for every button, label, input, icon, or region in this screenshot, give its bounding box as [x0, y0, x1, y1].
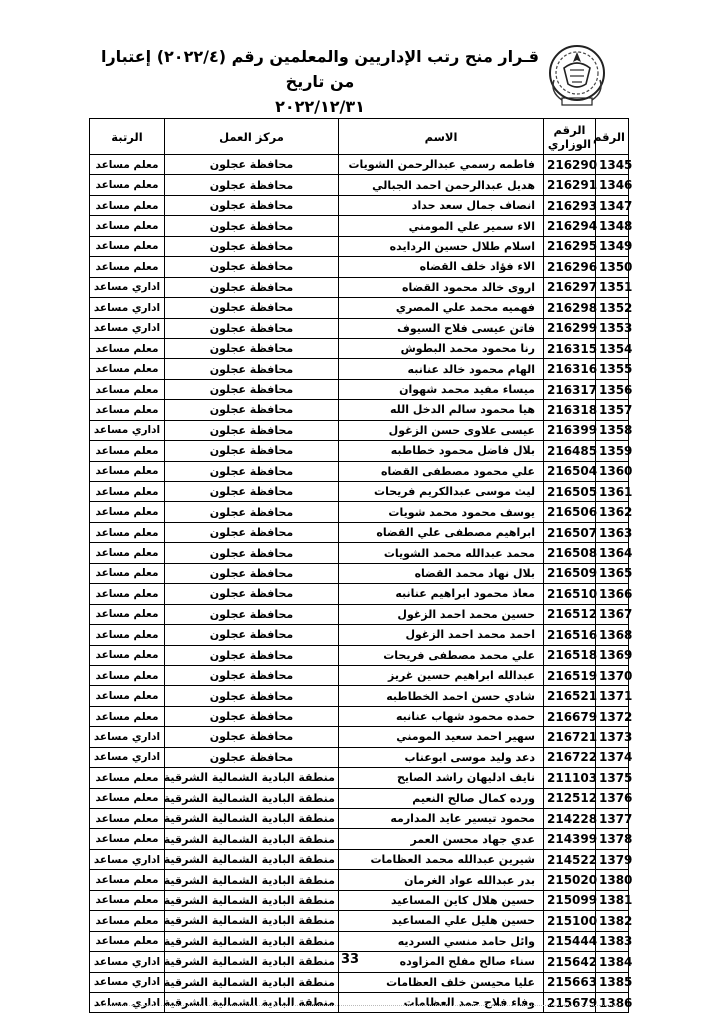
cell-ministry-no: 216510 [544, 584, 596, 604]
cell-name: رنا محمود محمد البطوش [339, 338, 544, 358]
cell-seq: 1381 [596, 890, 629, 910]
cell-workplace: محافظة عجلون [165, 298, 339, 318]
column-header-ministry-no: الرقم الوزاري [544, 119, 596, 155]
table-row [90, 298, 629, 318]
cell-ministry-no: 216722 [544, 747, 596, 767]
table-row [90, 768, 629, 788]
cell-rank: معلم مساعد [90, 216, 165, 236]
cell-name: بلال نهاد محمد القضاه [339, 563, 544, 583]
cell-rank: معلم مساعد [90, 665, 165, 685]
cell-ministry-no: 216679 [544, 706, 596, 726]
cell-rank: اداري مساعد [90, 992, 165, 1012]
cell-workplace: محافظة عجلون [165, 338, 339, 358]
cell-name: احمد محمد احمد الزغول [339, 625, 544, 645]
cell-rank: اداري مساعد [90, 747, 165, 767]
cell-seq: 1383 [596, 931, 629, 951]
cell-seq: 1356 [596, 379, 629, 399]
jordan-coat-of-arms-icon [546, 40, 608, 110]
cell-workplace: محافظة عجلون [165, 522, 339, 542]
cell-workplace: منطقة البادية الشمالية الشرقية [165, 992, 339, 1012]
cell-ministry-no: 216316 [544, 359, 596, 379]
table-row [90, 175, 629, 195]
cell-rank: معلم مساعد [90, 645, 165, 665]
cell-ministry-no: 216507 [544, 522, 596, 542]
cell-name: اروى خالد محمود القضاه [339, 277, 544, 297]
document-header [100, 44, 540, 119]
cell-name: فاتن عيسى فلاح السيوف [339, 318, 544, 338]
table-row [90, 359, 629, 379]
cell-ministry-no: 215679 [544, 992, 596, 1012]
cell-name: هيا محمود سالم الدخل الله [339, 400, 544, 420]
cell-name: فهميه محمد علي المصري [339, 298, 544, 318]
cell-ministry-no: 216521 [544, 686, 596, 706]
cell-name: حسين هليل علي المساعيد [339, 911, 544, 931]
cell-rank: معلم مساعد [90, 788, 165, 808]
cell-ministry-no: 216509 [544, 563, 596, 583]
cell-workplace: محافظة عجلون [165, 665, 339, 685]
table-row [90, 236, 629, 256]
cell-rank: معلم مساعد [90, 359, 165, 379]
cell-seq: 1358 [596, 420, 629, 440]
cell-workplace: محافظة عجلون [165, 502, 339, 522]
cell-rank: معلم مساعد [90, 890, 165, 910]
cell-seq: 1361 [596, 482, 629, 502]
table-row [90, 195, 629, 215]
document-title: قـرار منح رتب الإداريين والمعلمين رقم (٢٠٢٢/٤) إعتبارا من تاريخ [100, 47, 540, 91]
table-row [90, 522, 629, 542]
cell-workplace: محافظة عجلون [165, 747, 339, 767]
cell-workplace: منطقة البادية الشمالية الشرقية [165, 809, 339, 829]
cell-ministry-no: 216296 [544, 257, 596, 277]
table-row [90, 379, 629, 399]
cell-name: بدر عبدالله عواد الغرمان [339, 870, 544, 890]
cell-rank: معلم مساعد [90, 482, 165, 502]
cell-seq: 1375 [596, 768, 629, 788]
cell-seq: 1354 [596, 338, 629, 358]
cell-workplace: منطقة البادية الشمالية الشرقية [165, 788, 339, 808]
cell-seq: 1363 [596, 522, 629, 542]
cell-rank: اداري مساعد [90, 298, 165, 318]
cell-workplace: محافظة عجلون [165, 400, 339, 420]
cell-seq: 1352 [596, 298, 629, 318]
cell-seq: 1376 [596, 788, 629, 808]
cell-ministry-no: 216518 [544, 645, 596, 665]
cell-name: اسلام طلال حسين الردايده [339, 236, 544, 256]
cell-ministry-no: 216291 [544, 175, 596, 195]
cell-name: ميساء مفيد محمد شهوان [339, 379, 544, 399]
cell-rank: معلم مساعد [90, 175, 165, 195]
table-row [90, 706, 629, 726]
cell-ministry-no: 214522 [544, 849, 596, 869]
cell-name: الاء فؤاد خلف القضاه [339, 257, 544, 277]
cell-rank: معلم مساعد [90, 870, 165, 890]
table-row [90, 155, 629, 175]
cell-workplace: منطقة البادية الشمالية الشرقية [165, 870, 339, 890]
cell-rank: معلم مساعد [90, 584, 165, 604]
cell-workplace: محافظة عجلون [165, 727, 339, 747]
cell-name: شيرين عبدالله محمد العظامات [339, 849, 544, 869]
cell-ministry-no: 216293 [544, 195, 596, 215]
cell-ministry-no: 216485 [544, 441, 596, 461]
cell-workplace: محافظة عجلون [165, 257, 339, 277]
cell-ministry-no: 216317 [544, 379, 596, 399]
cell-rank: معلم مساعد [90, 706, 165, 726]
cell-seq: 1351 [596, 277, 629, 297]
table-row [90, 257, 629, 277]
cell-rank: معلم مساعد [90, 911, 165, 931]
cell-name: الهام محمود خالد عنانبه [339, 359, 544, 379]
promotions-table [89, 118, 633, 1013]
cell-rank: معلم مساعد [90, 441, 165, 461]
cell-rank: اداري مساعد [90, 849, 165, 869]
cell-workplace: منطقة البادية الشمالية الشرقية [165, 849, 339, 869]
column-header-rank: الرتبة [90, 119, 165, 155]
cell-ministry-no: 215100 [544, 911, 596, 931]
table-row [90, 972, 629, 992]
cell-name: محمود تيسير عايد المدارمه [339, 809, 544, 829]
cell-rank: اداري مساعد [90, 972, 165, 992]
cell-seq: 1365 [596, 563, 629, 583]
cell-seq: 1355 [596, 359, 629, 379]
cell-ministry-no: 211103 [544, 768, 596, 788]
cell-seq: 1367 [596, 604, 629, 624]
cell-ministry-no: 212512 [544, 788, 596, 808]
cell-name: حسين هلال كاين المساعيد [339, 890, 544, 910]
cell-rank: معلم مساعد [90, 236, 165, 256]
table-row [90, 809, 629, 829]
cell-workplace: محافظة عجلون [165, 441, 339, 461]
cell-name: محمد عبدالله محمد الشويات [339, 543, 544, 563]
cell-seq: 1368 [596, 625, 629, 645]
cell-ministry-no: 215444 [544, 931, 596, 951]
table-row [90, 584, 629, 604]
cell-rank: معلم مساعد [90, 155, 165, 175]
document-date: ٢٠٢٢/١٢/٣١ [275, 97, 365, 116]
cell-workplace: محافظة عجلون [165, 706, 339, 726]
cell-name: سناء صالح مفلح المزاوده [339, 952, 544, 972]
table-row [90, 727, 629, 747]
cell-rank: معلم مساعد [90, 502, 165, 522]
table-row [90, 747, 629, 767]
cell-seq: 1350 [596, 257, 629, 277]
cell-name: يوسف محمود محمد شويات [339, 502, 544, 522]
cell-ministry-no: 216516 [544, 625, 596, 645]
cell-name: وفاء فلاح حمد العظامات [339, 992, 544, 1012]
cell-ministry-no: 216721 [544, 727, 596, 747]
cell-workplace: محافظة عجلون [165, 604, 339, 624]
cell-seq: 1380 [596, 870, 629, 890]
cell-workplace: منطقة البادية الشمالية الشرقية [165, 931, 339, 951]
cell-ministry-no: 215099 [544, 890, 596, 910]
cell-ministry-no: 216504 [544, 461, 596, 481]
cell-ministry-no: 216298 [544, 298, 596, 318]
table-row [90, 563, 629, 583]
cell-name: ليث موسى عبدالكريم فريحات [339, 482, 544, 502]
cell-seq: 1373 [596, 727, 629, 747]
cell-seq: 1369 [596, 645, 629, 665]
cell-rank: اداري مساعد [90, 420, 165, 440]
cell-seq: 1348 [596, 216, 629, 236]
cell-seq: 1359 [596, 441, 629, 461]
table-row [90, 461, 629, 481]
table-row [90, 992, 629, 1012]
cell-seq: 1385 [596, 972, 629, 992]
cell-workplace: محافظة عجلون [165, 379, 339, 399]
table-header-row [90, 119, 629, 155]
cell-name: ابراهيم مصطفى علي القضاه [339, 522, 544, 542]
cell-rank: معلم مساعد [90, 768, 165, 788]
cell-ministry-no: 215642 [544, 952, 596, 972]
cell-seq: 1346 [596, 175, 629, 195]
table-row [90, 931, 629, 951]
cell-workplace: محافظة عجلون [165, 482, 339, 502]
cell-ministry-no: 214399 [544, 829, 596, 849]
cell-workplace: محافظة عجلون [165, 584, 339, 604]
cell-rank: معلم مساعد [90, 338, 165, 358]
cell-workplace: محافظة عجلون [165, 563, 339, 583]
column-header-name: الاسم [339, 119, 544, 155]
cell-name: فاطمه رسمي عبدالرحمن الشويات [339, 155, 544, 175]
table-row [90, 420, 629, 440]
cell-workplace: منطقة البادية الشمالية الشرقية [165, 768, 339, 788]
table-row [90, 829, 629, 849]
cell-seq: 1366 [596, 584, 629, 604]
cell-ministry-no: 216290 [544, 155, 596, 175]
cell-seq: 1372 [596, 706, 629, 726]
cell-ministry-no: 216299 [544, 318, 596, 338]
cell-name: حسين محمد احمد الزغول [339, 604, 544, 624]
cell-workplace: محافظة عجلون [165, 625, 339, 645]
cell-rank: معلم مساعد [90, 625, 165, 645]
cell-name: بلال فاضل محمود خطاطبه [339, 441, 544, 461]
table-row [90, 911, 629, 931]
cell-ministry-no: 216297 [544, 277, 596, 297]
cell-workplace: منطقة البادية الشمالية الشرقية [165, 952, 339, 972]
cell-ministry-no: 216508 [544, 543, 596, 563]
cell-name: معاذ محمود ابراهيم عنانبه [339, 584, 544, 604]
cell-name: عيسى علاوى حسن الزغول [339, 420, 544, 440]
cell-ministry-no: 215020 [544, 870, 596, 890]
cell-ministry-no: 215663 [544, 972, 596, 992]
cell-workplace: محافظة عجلون [165, 645, 339, 665]
table-row [90, 338, 629, 358]
table-row [90, 277, 629, 297]
cell-rank: معلم مساعد [90, 604, 165, 624]
table-row [90, 890, 629, 910]
table-row [90, 686, 629, 706]
cell-seq: 1386 [596, 992, 629, 1012]
cell-ministry-no: 216519 [544, 665, 596, 685]
table-row [90, 441, 629, 461]
cell-rank: معلم مساعد [90, 543, 165, 563]
cell-rank: معلم مساعد [90, 461, 165, 481]
cell-workplace: محافظة عجلون [165, 195, 339, 215]
cell-workplace: محافظة عجلون [165, 461, 339, 481]
cell-name: شادي حسن احمد الخطاطبه [339, 686, 544, 706]
column-header-seq: الرقم [596, 119, 629, 155]
cell-rank: معلم مساعد [90, 809, 165, 829]
cell-seq: 1364 [596, 543, 629, 563]
cell-name: نايف ادليهان راشد الصايح [339, 768, 544, 788]
cell-workplace: محافظة عجلون [165, 359, 339, 379]
cell-workplace: محافظة عجلون [165, 318, 339, 338]
cell-rank: معلم مساعد [90, 563, 165, 583]
cell-rank: معلم مساعد [90, 522, 165, 542]
cell-workplace: محافظة عجلون [165, 236, 339, 256]
cell-name: هديل عبدالرحمن احمد الجبالي [339, 175, 544, 195]
cell-name: عدي جهاد محسن العمر [339, 829, 544, 849]
table-row [90, 645, 629, 665]
table-row [90, 543, 629, 563]
cell-name: علي محمود مصطفى القضاه [339, 461, 544, 481]
cell-name: وائل حامد منسي السرديه [339, 931, 544, 951]
cell-rank: معلم مساعد [90, 400, 165, 420]
cell-workplace: منطقة البادية الشمالية الشرقية [165, 829, 339, 849]
cell-name: سهير احمد سعيد المومني [339, 727, 544, 747]
cell-workplace: محافظة عجلون [165, 420, 339, 440]
cell-workplace: محافظة عجلون [165, 155, 339, 175]
cell-name: ورده كمال صالح النعيم [339, 788, 544, 808]
cell-seq: 1353 [596, 318, 629, 338]
cell-ministry-no: 214228 [544, 809, 596, 829]
cell-rank: معلم مساعد [90, 931, 165, 951]
cell-rank: اداري مساعد [90, 318, 165, 338]
cell-workplace: محافظة عجلون [165, 216, 339, 236]
cell-seq: 1384 [596, 952, 629, 972]
cell-seq: 1379 [596, 849, 629, 869]
cell-seq: 1371 [596, 686, 629, 706]
table-row [90, 788, 629, 808]
cell-rank: معلم مساعد [90, 379, 165, 399]
cell-rank: اداري مساعد [90, 727, 165, 747]
cell-seq: 1347 [596, 195, 629, 215]
table-row [90, 849, 629, 869]
cell-workplace: محافظة عجلون [165, 277, 339, 297]
cell-ministry-no: 216294 [544, 216, 596, 236]
cell-seq: 1362 [596, 502, 629, 522]
table-row [90, 502, 629, 522]
cell-name: الاء سمير علي المومني [339, 216, 544, 236]
table-row [90, 400, 629, 420]
cell-seq: 1345 [596, 155, 629, 175]
table-row [90, 625, 629, 645]
cell-rank: معلم مساعد [90, 829, 165, 849]
cell-ministry-no: 216512 [544, 604, 596, 624]
table-row [90, 318, 629, 338]
cell-rank: اداري مساعد [90, 952, 165, 972]
cell-ministry-no: 216318 [544, 400, 596, 420]
cell-name: عبدالله ابراهيم حسين غريز [339, 665, 544, 685]
cell-ministry-no: 216399 [544, 420, 596, 440]
cell-workplace: منطقة البادية الشمالية الشرقية [165, 911, 339, 931]
cell-seq: 1357 [596, 400, 629, 420]
cell-rank: اداري مساعد [90, 277, 165, 297]
table-row [90, 604, 629, 624]
cell-ministry-no: 216295 [544, 236, 596, 256]
cell-workplace: محافظة عجلون [165, 543, 339, 563]
cell-name: انصاف جمال سعد حداد [339, 195, 544, 215]
cell-rank: معلم مساعد [90, 257, 165, 277]
cell-name: دعد وليد موسى ابوعناب [339, 747, 544, 767]
cell-seq: 1378 [596, 829, 629, 849]
cell-workplace: منطقة البادية الشمالية الشرقية [165, 890, 339, 910]
cell-rank: معلم مساعد [90, 686, 165, 706]
cell-seq: 1370 [596, 665, 629, 685]
cell-name: عليا محيسن خلف العظامات [339, 972, 544, 992]
footer-divider [100, 1005, 620, 1006]
cell-workplace: منطقة البادية الشمالية الشرقية [165, 972, 339, 992]
page-number: 33 [340, 952, 360, 967]
cell-name: علي محمد مصطفى فريحات [339, 645, 544, 665]
cell-seq: 1377 [596, 809, 629, 829]
cell-ministry-no: 216315 [544, 338, 596, 358]
table-row [90, 665, 629, 685]
table-row [90, 870, 629, 890]
column-header-workplace: مركز العمل [165, 119, 339, 155]
cell-seq: 1374 [596, 747, 629, 767]
cell-seq: 1349 [596, 236, 629, 256]
cell-seq: 1382 [596, 911, 629, 931]
table-row [90, 482, 629, 502]
cell-ministry-no: 216505 [544, 482, 596, 502]
cell-rank: معلم مساعد [90, 195, 165, 215]
cell-name: حمده محمود شهاب عنانبه [339, 706, 544, 726]
cell-workplace: محافظة عجلون [165, 175, 339, 195]
cell-ministry-no: 216506 [544, 502, 596, 522]
table-row [90, 216, 629, 236]
cell-workplace: محافظة عجلون [165, 686, 339, 706]
cell-seq: 1360 [596, 461, 629, 481]
